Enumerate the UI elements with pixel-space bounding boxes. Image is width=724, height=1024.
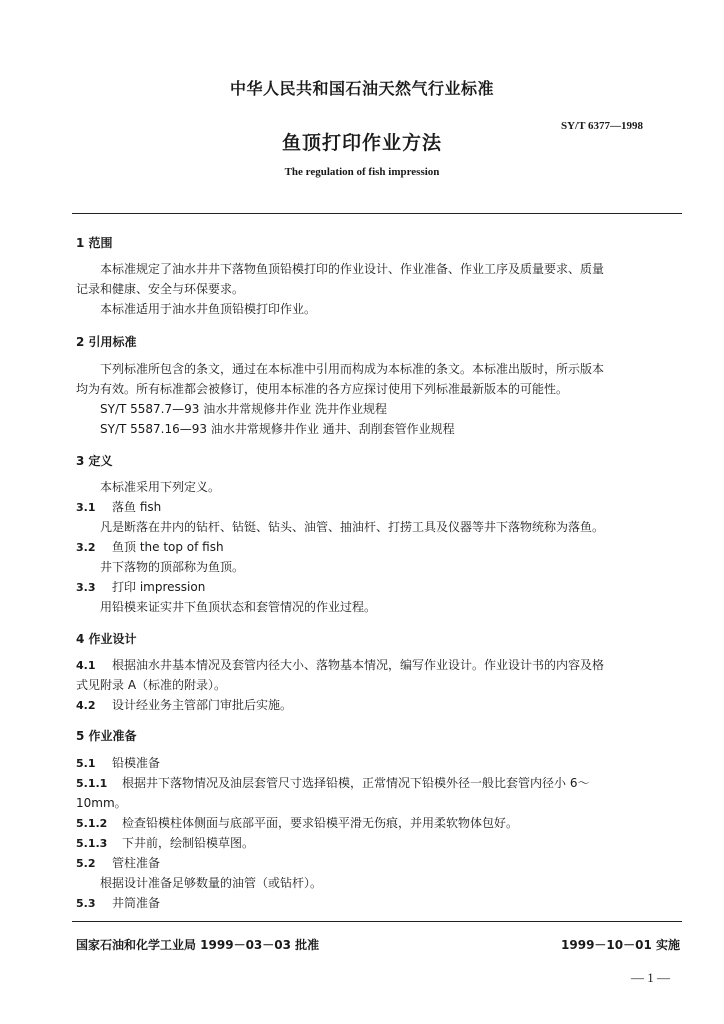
- clause-5-3-text: 井筒准备: [112, 896, 161, 910]
- section-1-para-2: 本标准适用于油水井鱼顶铅模打印作业。: [100, 302, 317, 316]
- clause-5-2-number: 5.2: [76, 857, 96, 870]
- clause-5-1-text: 铅模准备: [112, 756, 161, 770]
- section-2-para-1-cont: 均为有效。所有标准都会被修订，使用本标准的各方应探讨使用下列标准最新版本的可能性。: [76, 382, 569, 396]
- section-2-heading: 2 引用标准: [76, 335, 137, 349]
- clause-5-1-2: [76, 814, 518, 831]
- definition-3-1-number: 3.1: [76, 501, 96, 514]
- clause-5-1-3-number: 5.1.3: [76, 837, 108, 850]
- definition-3-2-text: 井下落物的顶部称为鱼顶。: [100, 560, 245, 574]
- clause-5-2-text: 管柱准备: [112, 856, 161, 870]
- section-2-para-1: 下列标准所包含的条文，通过在本标准中引用而构成为本标准的条文。本标准出版时，所示版本: [100, 362, 605, 376]
- clause-5-3-number: 5.3: [76, 897, 96, 910]
- clause-4-2-number: 4.2: [76, 699, 96, 712]
- definition-3-3-text: 用铅模来证实井下鱼顶状态和套管情况的作业过程。: [100, 600, 377, 614]
- clause-5-2-para: 根据设计准备足够数量的油管（或钻杆）。: [100, 876, 323, 890]
- clause-4-1-text: 根据油水井基本情况及套管内径大小、落物基本情况，编写作业设计。作业设计书的内容及格: [112, 658, 605, 672]
- section-5-heading: 5 作业准备: [76, 729, 137, 743]
- standard-number: SY/T 6377—1998: [561, 120, 644, 132]
- document-title-english: The regulation of fish impression: [284, 166, 440, 178]
- clause-4-1: [76, 656, 604, 673]
- clause-5-1-number: 5.1: [76, 757, 96, 770]
- clause-5-1-3: [76, 834, 254, 851]
- section-1-para-1-cont: 记录和健康、安全与环保要求。: [76, 282, 245, 296]
- clause-5-1-1-cont: 10mm。: [76, 796, 127, 810]
- effective-date: 1999－10－01 实施: [561, 938, 680, 952]
- clause-5-1: [76, 754, 160, 771]
- page-number: — 1 —: [631, 970, 670, 985]
- clause-4-2-text: 设计经业务主管部门审批后实施。: [112, 698, 293, 712]
- header-rule: [72, 213, 682, 214]
- reference-1: SY/T 5587.7—93 油水井常规修井作业 洗井作业规程: [100, 402, 388, 416]
- section-3-intro: 本标准采用下列定义。: [100, 480, 221, 494]
- issuing-organization: 中华人民共和国石油天然气行业标准: [229, 79, 494, 98]
- clause-4-1-number: 4.1: [76, 659, 96, 672]
- clause-5-1-1-text: 根据井下落物情况及油层套管尺寸选择铅模，正常情况下铅模外径一般比套管内径小 6～: [122, 776, 590, 790]
- definition-3-2-number: 3.2: [76, 541, 96, 554]
- document-title: 鱼顶打印作业方法: [281, 132, 442, 154]
- clause-5-1-3-text: 下井前，绘制铅模草图。: [122, 836, 255, 850]
- clause-5-1-2-text: 检查铅模柱体侧面与底部平面，要求铅模平滑无伤痕，并用柔软物体包好。: [122, 816, 519, 830]
- definition-3-3-number: 3.3: [76, 581, 96, 594]
- approval-date: 国家石油和化学工业局 1999－03－03 批准: [76, 938, 320, 952]
- clause-5-2: [76, 854, 160, 871]
- definition-3-1-term: 落鱼 fish: [112, 500, 162, 514]
- definition-3-2: [76, 538, 224, 555]
- section-1-para-1: 本标准规定了油水井井下落物鱼顶铅模打印的作业设计、作业准备、作业工序及质量要求、质量: [100, 262, 605, 276]
- reference-2: SY/T 5587.16—93 油水井常规修井作业 通井、刮削套管作业规程: [100, 422, 455, 436]
- clause-5-3: [76, 894, 160, 911]
- clause-5-1-1: [76, 774, 589, 791]
- clause-4-1-cont: 式见附录 A（标准的附录）。: [76, 678, 227, 692]
- definition-3-3-term: 打印 impression: [112, 580, 206, 594]
- clause-5-1-1-number: 5.1.1: [76, 777, 108, 790]
- section-3-heading: 3 定义: [76, 454, 113, 468]
- definition-3-2-term: 鱼顶 the top of fish: [112, 540, 224, 554]
- definition-3-3: [76, 578, 205, 595]
- footer-rule: [72, 921, 682, 922]
- clause-4-2: [76, 696, 292, 713]
- definition-3-1-text: 凡是断落在井内的钻杆、钻铤、钻头、油管、抽油杆、打捞工具及仪器等井下落物统称为落鱼。: [100, 520, 605, 534]
- definition-3-1: [76, 498, 161, 515]
- section-1-heading: 1 范围: [76, 236, 113, 250]
- section-4-heading: 4 作业设计: [76, 632, 137, 646]
- clause-5-1-2-number: 5.1.2: [76, 817, 108, 830]
